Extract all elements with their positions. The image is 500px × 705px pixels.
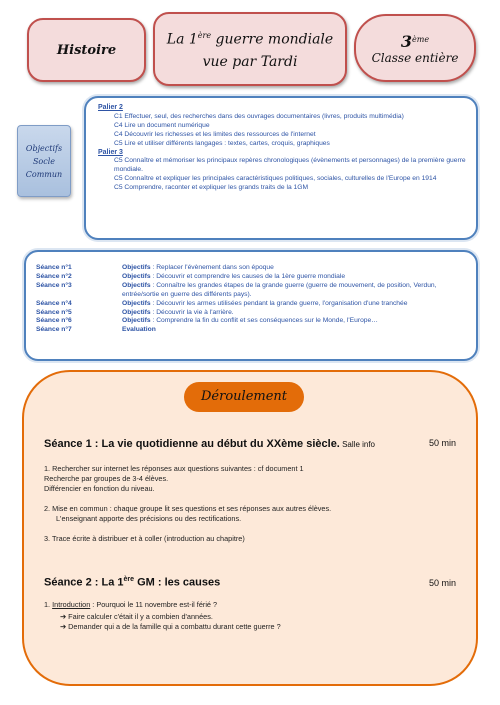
step-3 <box>44 534 456 544</box>
palier-item: C5 Lire et utiliser différents langages : textes, cartes, croquis, graphiques <box>114 139 330 147</box>
seance-label: Séance n°5 <box>36 308 72 316</box>
objectifs-label: Objectifs <box>122 281 151 289</box>
class-box <box>354 14 476 82</box>
step-2 <box>44 504 456 524</box>
seance-row <box>36 309 466 318</box>
step-line: Différencier en fonction du niveau. <box>44 484 155 493</box>
step-1 <box>44 464 456 494</box>
palier-item: C5 Connaître et mémoriser les principaux repères chronologiques (évènements et personnages) de la première guerre mondiale. <box>114 157 466 174</box>
step-line: L'enseignant apporte des précisions ou des rectifications. <box>56 514 242 523</box>
class-sup: ème <box>412 34 430 44</box>
intro-line <box>44 600 456 610</box>
seances-box <box>24 250 478 361</box>
objectifs-label: Objectifs <box>122 317 151 325</box>
palier-list <box>98 104 468 193</box>
seance-text <box>122 300 466 309</box>
scroll-line: Socle <box>32 156 56 166</box>
seance-text <box>122 326 466 335</box>
class-level <box>401 32 429 51</box>
objectif-text: : Découvrir et comprendre les causes de la 1ère guerre mondiale <box>150 272 346 280</box>
class-label: Classe entière <box>371 50 459 65</box>
seance-2-title: Séance 2 : La 1 <box>44 576 124 589</box>
palier-title: Palier 2 <box>98 104 123 111</box>
title-sup: ère <box>197 31 212 41</box>
objectif-text: : Connaître les grandes étapes de la grande guerre (guerre de mouvement, de position, Verdun, entrée/sortie en guerre des différents pays). <box>122 281 437 298</box>
seance-row <box>36 300 466 309</box>
seance-1-title: Séance 1 : La vie quotidienne au début du XXème siècle. <box>44 438 340 450</box>
seance-label: Séance n°1 <box>36 264 72 271</box>
seance-text <box>122 309 466 318</box>
seance-label: Séance n°7 <box>36 326 72 334</box>
seance-row <box>36 317 466 326</box>
seance-1-heading <box>44 438 375 450</box>
seance-row <box>36 282 466 300</box>
palier-item: C4 Découvrir les richesses et les limites des ressources de l'internet <box>114 130 316 138</box>
title-part: La 1 <box>166 31 198 48</box>
step-line: 3. Trace écrite à distribuer et à coller (introduction au chapitre) <box>44 534 245 543</box>
seance-label: Séance n°6 <box>36 317 72 325</box>
objectif-text: : Comprendre la fin du conflit et ses conséquences sur le Monde, l'Europe… <box>150 317 378 325</box>
seance-text <box>122 264 466 273</box>
socle-objectives-box <box>84 96 478 240</box>
seance-text <box>122 317 466 326</box>
objectifs-label: Objectifs <box>122 299 151 307</box>
objectif-text: : Replacer l'évènement dans son époque <box>150 264 274 271</box>
title-line-2: vue par Tardi <box>202 53 298 70</box>
seance-2-title: GM : les causes <box>134 576 221 589</box>
palier-title: Palier 3 <box>98 148 123 156</box>
scroll-line: Commun <box>25 169 63 179</box>
seance-row <box>36 273 466 282</box>
seance-1-duration: 50 min <box>428 438 456 448</box>
palier-item: C5 Comprendre, raconter et expliquer les grands traits de la 1GM <box>114 184 309 192</box>
intro-number: 1. <box>44 600 53 609</box>
seance-text <box>122 273 466 282</box>
class-number: 3 <box>400 31 413 51</box>
step-line: 1. Rechercher sur internet les réponses aux questions suivantes : cf document 1 <box>44 464 304 473</box>
seance-label: Séance n°4 <box>36 299 72 307</box>
seance-row <box>36 264 466 273</box>
seance-list <box>36 264 466 335</box>
seance-1-body <box>44 464 456 554</box>
deroulement-box <box>22 370 478 686</box>
subject-box <box>27 18 146 82</box>
objectifs-label: Objectifs <box>122 272 151 280</box>
seance-2-body <box>44 600 456 632</box>
objectif-text: : Découvrir la vie à l'arrière. <box>150 308 234 316</box>
objectifs-scroll-icon <box>17 125 71 197</box>
intro-label: Introduction <box>52 600 91 609</box>
room-label: Salle info <box>339 440 376 449</box>
palier-item: C1 Effectuer, seul, des recherches dans des ouvrages documentaires (livres, produits multimédia) <box>114 112 404 120</box>
scroll-line: Objectifs <box>25 143 63 153</box>
seance-text <box>122 282 466 300</box>
seance-2-heading <box>44 576 220 589</box>
subject-label: Histoire <box>56 42 117 58</box>
evaluation-label: Evaluation <box>122 326 156 334</box>
seance-label: Séance n°2 <box>36 272 72 280</box>
palier-item: C5 Connaître et expliquer les principales caractéristiques politiques, sociales, culturelles de l'Europe en 1914 <box>114 175 437 183</box>
objectif-text: : Découvrir les armes utilisées pendant la grande guerre, l'organisation d'une tranchée <box>150 299 408 307</box>
seance-row <box>36 326 466 335</box>
palier-item: C4 Lire un document numérique <box>114 121 210 129</box>
arrow-item: ➔ Faire calculer c'était il y a combien d'années. <box>60 612 213 621</box>
step-line: Recherche par groupes de 3-4 élèves. <box>44 474 169 483</box>
title-part: guerre mondiale <box>211 31 334 48</box>
intro-text: : Pourquoi le 11 novembre est-il férié ? <box>90 600 218 609</box>
objectifs-label: Objectifs <box>122 264 151 271</box>
title-line-1 <box>167 25 333 51</box>
step-line: 2. Mise en commun : chaque groupe lit ses questions et ses réponses aux autres élèves. <box>44 504 332 513</box>
seance-label: Séance n°3 <box>36 281 72 289</box>
objectifs-label: Objectifs <box>122 308 151 316</box>
title-box <box>153 12 347 86</box>
seance-2-sup: ère <box>123 576 135 583</box>
deroulement-title: Déroulement <box>184 382 304 412</box>
seance-2-duration: 50 min <box>428 578 456 588</box>
arrow-item: ➔ Demander qui a de la famille qui a combattu durant cette guerre ? <box>60 622 281 631</box>
